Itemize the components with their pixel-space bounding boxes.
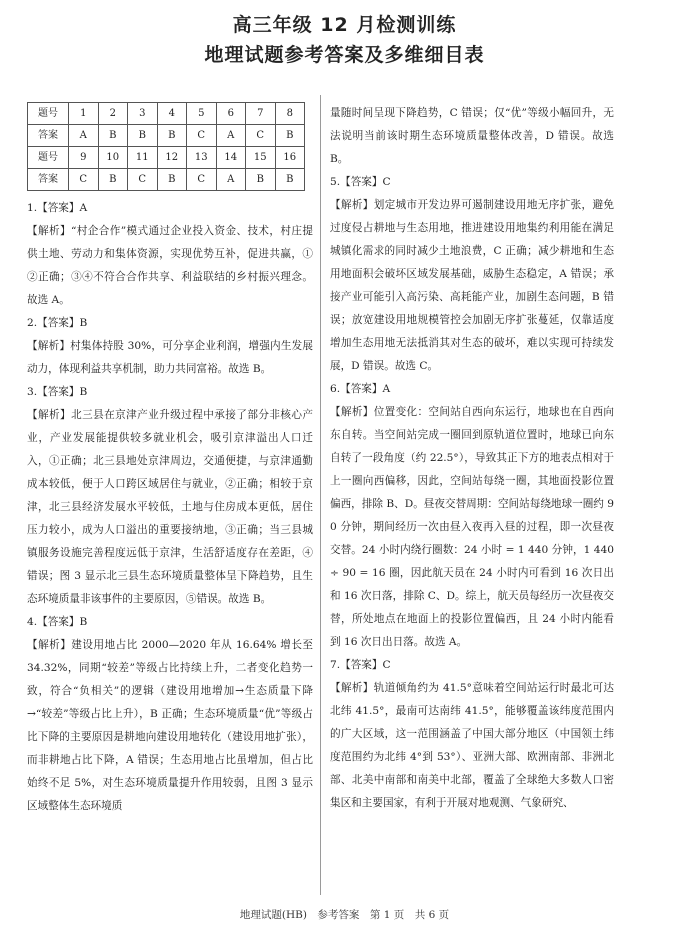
question-6-explanation: 【解析】位置变化：空间站自西向东运行，地球也在自西向东自转。当空间站完成一圈回到原轨道位置时，地球已向东自转了一段角度（约 22.5°），导致其正下方的地表点相对于上一圈向西偏移，因此，空间站每绕一圈，其地面投影位置偏西，排除 B、D。昼夜交替周期：空间站每绕地球一圈约 90 分钟，期间经历一次由昼入夜再入昼的过程，即一次昼夜交替。24 小时内绕行圈数：24 小时 = 1 440 分钟，1 440 ÷ 90 = 16 圈，因此航天员在 24 小时内可看到 16 次日出和 16 次日落，排除 C、D。综上，航天员每经历一次昼夜交替，所处地点在地面上的投影位置偏西，且 24 小时内能看到 16 次日出日落。故选 A。 [330,406,614,648]
question-7-explanation: 【解析】轨道倾角约为 41.5°意味着空间站运行时最北可达北纬 41.5°，最南可达南纬 41.5°，能够覆盖该纬度范围内的广大区域，这一范围涵盖了中国大部分地区（中国领土纬度范围约为北纬 4°到 53°）、亚洲大部、欧洲南部、非洲北部、北美中南部和南美中北部，覆盖了全球绝大多数人口密集区和主要国家，有利于开展对地观测、气象研究、 [330,682,614,809]
table-cell: A [216,169,246,191]
table-cell: C [246,125,276,147]
table-cell: C [128,169,158,191]
table-cell: 题号 [28,147,69,169]
left-column [27,102,313,892]
table-cell: 3 [128,103,158,125]
table-cell: 10 [98,147,128,169]
document-title-line2: 地理试题参考答案及多维细目表 [204,44,485,66]
answer-table-row [28,147,305,169]
table-cell: 14 [216,147,246,169]
table-cell: 13 [187,147,217,169]
table-cell: B [157,169,187,191]
table-cell: 11 [128,147,158,169]
table-cell: 答案 [28,125,69,147]
table-cell: 1 [69,103,99,125]
page-footer: 地理试题(HB) 参考答案 第 1 页 共 6 页 [239,909,450,921]
question-3-answer: 3.【答案】B [27,386,88,398]
table-cell: A [216,125,246,147]
question-1-explanation: 【解析】“村企合作”模式通过企业投入资金、技术，村庄提供土地、劳动力和集体资源，实现优势互补，促进共赢，①②正确；③④不符合合作共享、利益联结的乡村振兴理念。故选 A。 [27,225,313,306]
table-cell: B [246,169,276,191]
table-cell: 题号 [28,103,69,125]
question-4-answer: 4.【答案】B [27,616,88,628]
question-1-answer: 1.【答案】A [27,202,88,214]
table-cell: 2 [98,103,128,125]
table-cell: B [275,125,305,147]
question-4-explanation: 【解析】建设用地占比 2000—2020 年从 16.64% 增长至 34.32%，同期“较差”等级占比持续上升，二者变化趋势一致，符合“负相关”的逻辑（建设用地增加→生态质量下降→“较差”等级占比上升），B 正确；生态环境质量“优”等级占比下降的主要原因是耕地向建设用地转化（建设用地扩张），而非耕地占比下降，A 错误；生态用地占比虽增加，但占比始终不足 5%，对生态环境质量提升作用较弱，且图 3 显示区域整体生态环境质 [27,639,313,812]
question-5-explanation: 【解析】划定城市开发边界可遏制建设用地无序扩张，避免过度侵占耕地与生态用地，推进建设用地集约利用能在满足城镇化需求的同时减少土地浪费，C 正确；减少耕地和生态用地面积会破坏区域发展基础，威胁生态稳定，A 错误；承接产业可能引入高污染、高耗能产业，加剧生态问题，B 错误；放宽建设用地规模管控会加剧无序扩张蔓延，仅靠适度增加生态用地无法抵消其对生态的破坏，难以实现可持续发展，D 错误。故选 C。 [330,199,614,372]
table-cell: 6 [216,103,246,125]
question-3-explanation: 【解析】北三县在京津产业升级过程中承接了部分非核心产业，产业发展能提供较多就业机会，吸引京津溢出人口迁入，①正确；北三县地处京津周边，交通便捷，与京津通勤成本较低，便于人口跨区域居住与就业，②正确；相较于京津，北三县经济发展水平较低，土地与住房成本更低，居住压力较小，成为人口溢出的重要接纳地，③正确；当三县城镇服务设施完善程度远低于京津，生活舒适度存在差距，④错误；图 3 显示北三县生态环境质量整体呈下降趋势，且生态环境质量非该事件的主要原因，⑤错误。故选 B。 [27,409,313,605]
table-cell: B [98,125,128,147]
table-cell: 12 [157,147,187,169]
table-cell: 答案 [28,169,69,191]
answer-table-row [28,125,305,147]
question-5-answer: 5.【答案】C [330,176,391,188]
table-cell: 15 [246,147,276,169]
column-divider [320,95,321,895]
answer-table [27,102,305,191]
question-2-explanation: 【解析】村集体持股 30%，可分享企业利润，增强内生发展动力，体现利益共享机制，助力共同富裕。故选 B。 [27,340,313,375]
table-cell: 7 [246,103,276,125]
table-cell: B [275,169,305,191]
answer-table-row [28,169,305,191]
table-cell: 5 [187,103,217,125]
question-4-explanation-continued: 量随时间呈现下降趋势，C 错误；仅“优”等级小幅回升，无法说明当前该时期生态环境质量整体改善，D 错误。故选 B。 [330,107,614,165]
table-cell: B [157,125,187,147]
question-7-answer: 7.【答案】C [330,659,391,671]
right-column [330,102,614,892]
answer-table-row [28,103,305,125]
table-cell: C [69,169,99,191]
table-cell: 4 [157,103,187,125]
table-cell: 9 [69,147,99,169]
table-cell: C [187,125,217,147]
table-cell: 8 [275,103,305,125]
question-6-answer: 6.【答案】A [330,383,391,395]
table-cell: B [128,125,158,147]
table-cell: 16 [275,147,305,169]
document-title-line1: 高三年级 12 月检测训练 [232,14,457,36]
table-cell: B [98,169,128,191]
table-cell: A [69,125,99,147]
table-cell: C [187,169,217,191]
question-2-answer: 2.【答案】B [27,317,88,329]
